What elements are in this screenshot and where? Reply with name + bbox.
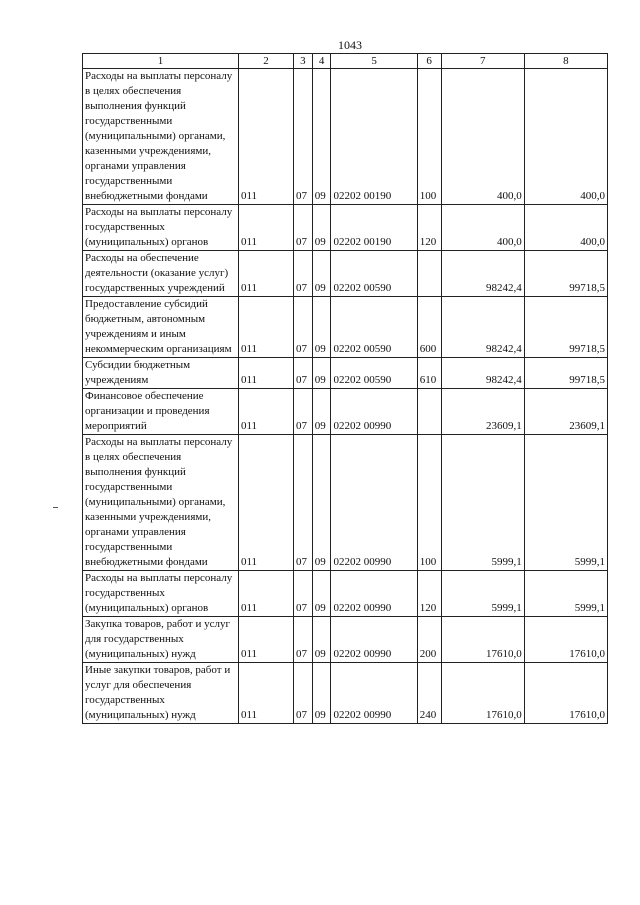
budget-table [82, 53, 608, 724]
amount-year-2: 400,0 [524, 69, 607, 205]
row-description: Расходы на выплаты персоналу в целях обеспечения выполнения функций государственными (муниципальными) органами, казенными учреждениями, органами управления государственными внебюджетными фондами [83, 69, 239, 205]
admin-code: 011 [238, 617, 293, 663]
subsection-code: 09 [312, 358, 331, 389]
target-article-code: 02202 00590 [331, 358, 417, 389]
expense-type-code: 100 [417, 69, 441, 205]
column-header: 7 [441, 54, 524, 69]
amount-year-1: 98242,4 [441, 297, 524, 358]
column-header: 3 [294, 54, 313, 69]
admin-code: 011 [238, 571, 293, 617]
expense-type-code: 120 [417, 205, 441, 251]
target-article-code: 02202 00990 [331, 617, 417, 663]
amount-year-2: 17610,0 [524, 663, 607, 724]
target-article-code: 02202 00190 [331, 69, 417, 205]
target-article-code: 02202 00990 [331, 571, 417, 617]
subsection-code: 09 [312, 571, 331, 617]
amount-year-1: 5999,1 [441, 435, 524, 571]
amount-year-2: 5999,1 [524, 435, 607, 571]
expense-type-code: 200 [417, 617, 441, 663]
row-description: Расходы на обеспечение деятельности (оказание услуг) государственных учреждений [83, 251, 239, 297]
column-header: 2 [238, 54, 293, 69]
expense-type-code: 610 [417, 358, 441, 389]
amount-year-1: 17610,0 [441, 617, 524, 663]
header-row [83, 54, 608, 69]
admin-code: 011 [238, 358, 293, 389]
section-code: 07 [294, 663, 313, 724]
row-description: Закупка товаров, работ и услуг для государственных (муниципальных) нужд [83, 617, 239, 663]
row-description: Расходы на выплаты персоналу государственных (муниципальных) органов [83, 571, 239, 617]
column-header: 4 [312, 54, 331, 69]
section-code: 07 [294, 571, 313, 617]
target-article-code: 02202 00990 [331, 389, 417, 435]
target-article-code: 02202 00590 [331, 297, 417, 358]
expense-type-code: 240 [417, 663, 441, 724]
amount-year-2: 400,0 [524, 205, 607, 251]
expense-type-code: 600 [417, 297, 441, 358]
expense-type-code [417, 251, 441, 297]
expense-type-code: 100 [417, 435, 441, 571]
section-code: 07 [294, 297, 313, 358]
amount-year-1: 400,0 [441, 69, 524, 205]
section-code: 07 [294, 617, 313, 663]
admin-code: 011 [238, 297, 293, 358]
table-row [83, 69, 608, 205]
amount-year-1: 98242,4 [441, 251, 524, 297]
table-row [83, 663, 608, 724]
table-row [83, 358, 608, 389]
admin-code: 011 [238, 69, 293, 205]
amount-year-2: 17610,0 [524, 617, 607, 663]
admin-code: 011 [238, 663, 293, 724]
subsection-code: 09 [312, 205, 331, 251]
subsection-code: 09 [312, 297, 331, 358]
column-header: 6 [417, 54, 441, 69]
table-row [83, 205, 608, 251]
section-code: 07 [294, 251, 313, 297]
subsection-code: 09 [312, 69, 331, 205]
subsection-code: 09 [312, 435, 331, 571]
row-description: Субсидии бюджетным учреждениям [83, 358, 239, 389]
row-description: Иные закупки товаров, работ и услуг для обеспечения государственных (муниципальных) нужд [83, 663, 239, 724]
amount-year-2: 99718,5 [524, 251, 607, 297]
column-header: 8 [524, 54, 607, 69]
section-code: 07 [294, 69, 313, 205]
expense-type-code [417, 389, 441, 435]
margin-mark [53, 507, 58, 508]
amount-year-1: 400,0 [441, 205, 524, 251]
amount-year-2: 23609,1 [524, 389, 607, 435]
amount-year-2: 99718,5 [524, 297, 607, 358]
section-code: 07 [294, 205, 313, 251]
table-row [83, 297, 608, 358]
row-description: Предоставление субсидий бюджетным, автономным учреждениям и иным некоммерческим организациям [83, 297, 239, 358]
table-row [83, 435, 608, 571]
column-header: 1 [83, 54, 239, 69]
amount-year-2: 5999,1 [524, 571, 607, 617]
subsection-code: 09 [312, 617, 331, 663]
row-description: Расходы на выплаты персоналу в целях обеспечения выполнения функций государственными (муниципальными) органами, казенными учреждениями, органами управления государственными внебюджетными фондами [83, 435, 239, 571]
table-row [83, 251, 608, 297]
amount-year-1: 5999,1 [441, 571, 524, 617]
amount-year-1: 23609,1 [441, 389, 524, 435]
table-row [83, 389, 608, 435]
section-code: 07 [294, 435, 313, 571]
amount-year-2: 99718,5 [524, 358, 607, 389]
admin-code: 011 [238, 435, 293, 571]
subsection-code: 09 [312, 663, 331, 724]
expense-type-code: 120 [417, 571, 441, 617]
target-article-code: 02202 00990 [331, 435, 417, 571]
column-header: 5 [331, 54, 417, 69]
row-description: Финансовое обеспечение организации и проведения мероприятий [83, 389, 239, 435]
subsection-code: 09 [312, 389, 331, 435]
page-number: 1043 [338, 38, 362, 52]
amount-year-1: 17610,0 [441, 663, 524, 724]
row-description: Расходы на выплаты персоналу государственных (муниципальных) органов [83, 205, 239, 251]
amount-year-1: 98242,4 [441, 358, 524, 389]
target-article-code: 02202 00190 [331, 205, 417, 251]
target-article-code: 02202 00990 [331, 663, 417, 724]
admin-code: 011 [238, 251, 293, 297]
admin-code: 011 [238, 205, 293, 251]
table-row [83, 617, 608, 663]
table-row [83, 571, 608, 617]
admin-code: 011 [238, 389, 293, 435]
section-code: 07 [294, 389, 313, 435]
target-article-code: 02202 00590 [331, 251, 417, 297]
subsection-code: 09 [312, 251, 331, 297]
section-code: 07 [294, 358, 313, 389]
